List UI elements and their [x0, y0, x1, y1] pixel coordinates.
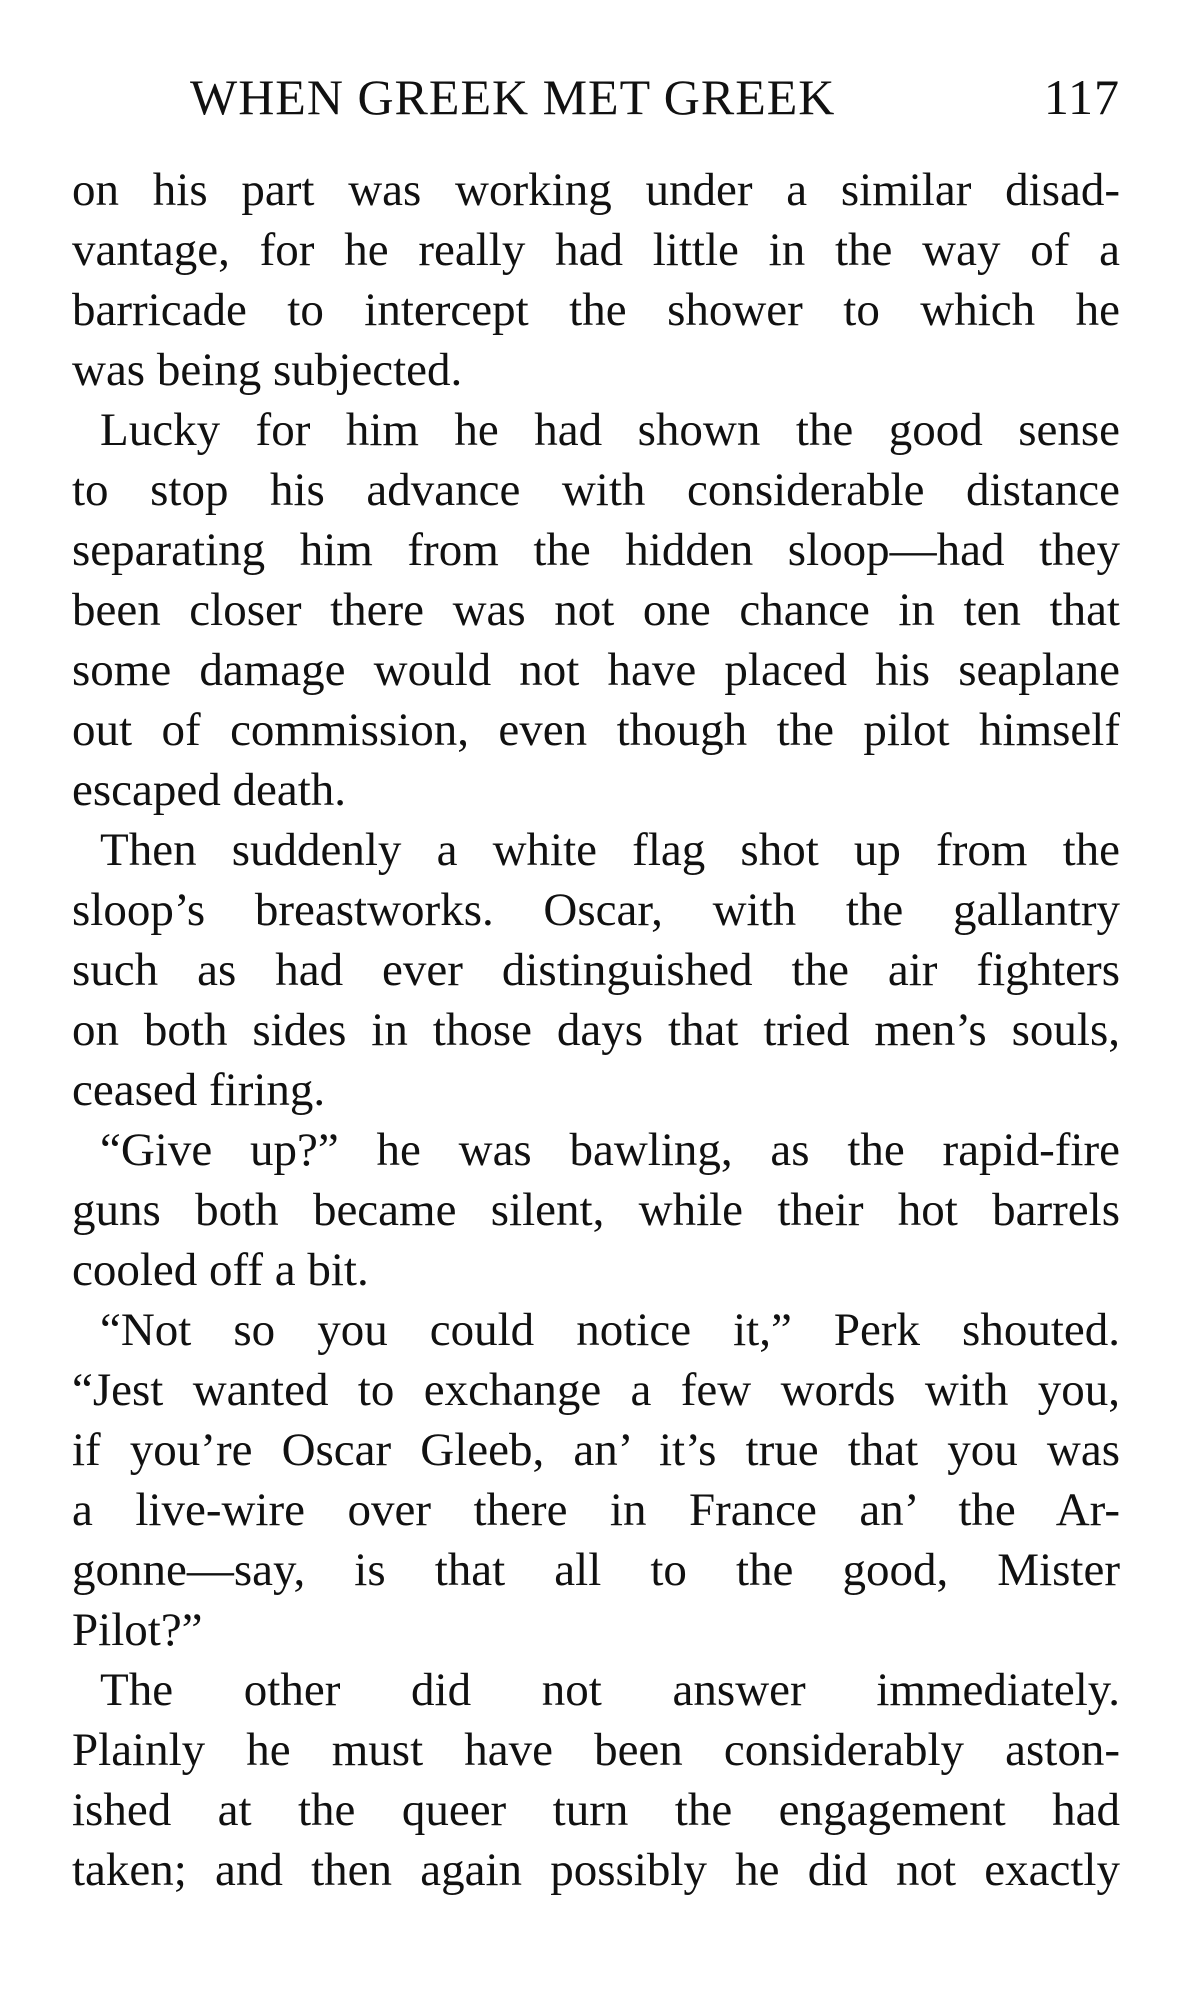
text-line: ished at the queer turn the engagement had	[72, 1784, 1120, 1836]
text-line: sloop’s breastworks. Oscar, with the gallantry	[72, 884, 1120, 936]
text-line: some damage would not have placed his seaplane	[72, 644, 1120, 696]
text-line: been closer there was not one chance in ten that	[72, 584, 1120, 636]
text-line: out of commission, even though the pilot himself	[72, 704, 1120, 756]
text-line: separating him from the hidden sloop—had they	[72, 524, 1120, 576]
text-line: escaped death.	[72, 764, 347, 816]
text-line: “Not so you could notice it,” Perk shouted.	[100, 1304, 1120, 1356]
text-line: if you’re Oscar Gleeb, an’ it’s true that you was	[72, 1424, 1120, 1476]
running-title: WHEN GREEK MET GREEK	[190, 69, 836, 125]
text-line: taken; and then again possibly he did not exactly	[72, 1844, 1120, 1896]
text-line: Pilot?”	[72, 1604, 203, 1656]
text-line: Then suddenly a white flag shot up from the	[100, 824, 1120, 876]
text-line: was being subjected.	[72, 344, 463, 396]
text-line: The other did not answer immediately.	[100, 1664, 1120, 1716]
running-head	[190, 62, 1120, 132]
text-line: a live-wire over there in France an’ the Ar-	[72, 1484, 1120, 1536]
text-line: ceased firing.	[72, 1064, 326, 1116]
text-line: gonne—say, is that all to the good, Mister	[72, 1544, 1120, 1596]
text-line: cooled off a bit.	[72, 1244, 369, 1296]
text-line: to stop his advance with considerable distance	[72, 464, 1120, 516]
text-line: such as had ever distinguished the air fighters	[72, 944, 1120, 996]
text-line: guns both became silent, while their hot barrels	[72, 1184, 1120, 1236]
text-line: Plainly he must have been considerably aston-	[72, 1724, 1120, 1776]
text-line: on his part was working under a similar disad-	[72, 164, 1120, 216]
text-line: barricade to intercept the shower to which he	[72, 284, 1120, 336]
body-text	[72, 160, 1120, 1900]
text-line: “Jest wanted to exchange a few words with you,	[72, 1364, 1120, 1416]
text-line: vantage, for he really had little in the way of a	[72, 224, 1120, 276]
page-number: 117	[1043, 69, 1120, 125]
text-line: “Give up?” he was bawling, as the rapid-fire	[100, 1124, 1120, 1176]
text-line: on both sides in those days that tried men’s souls,	[72, 1004, 1120, 1056]
text-line: Lucky for him he had shown the good sense	[100, 404, 1120, 456]
